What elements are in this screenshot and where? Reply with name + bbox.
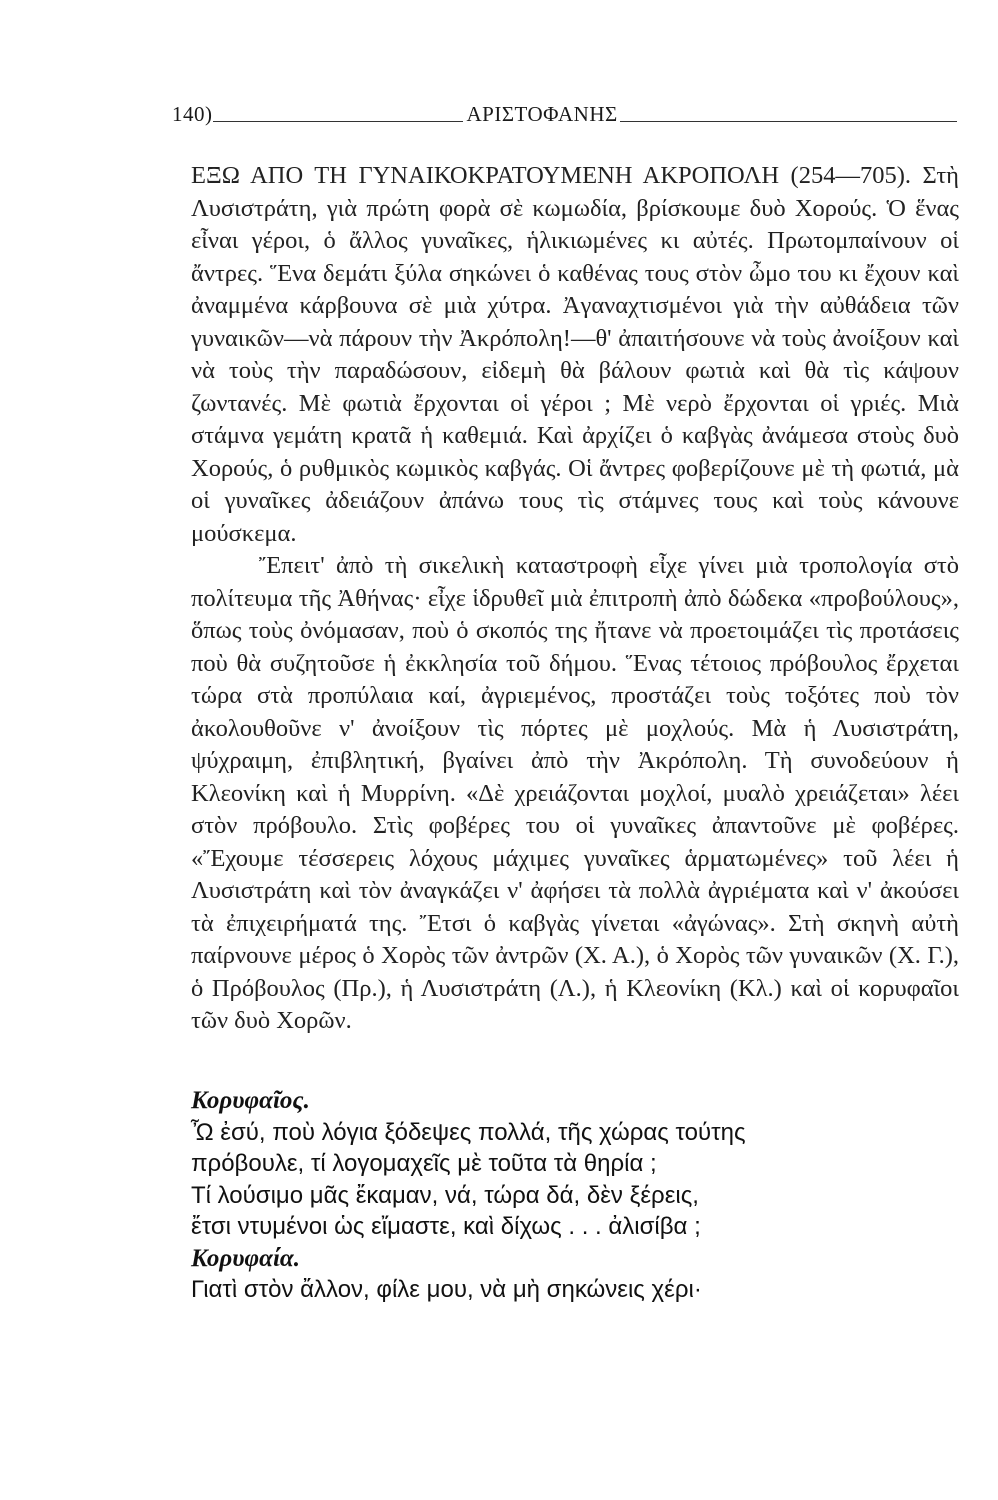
page-number: 140)	[172, 102, 213, 126]
running-head	[172, 103, 957, 127]
speaker-koryphaia: Κορυφαία.	[191, 1244, 301, 1272]
speaker-koryphaios: Κορυφαῖος.	[191, 1087, 310, 1114]
intro-paragraph-1: ΕΞΩ ΑΠΟ ΤΗ ΓΥΝΑΙΚΟΚΡΑΤΟΥΜΕΝΗ ΑΚΡΟΠΟΛΗ (254—705). Στὴ Λυσιστράτη, γιὰ πρώτη φορὰ σὲ κωμωδία, βρίσκουμε δυὸ Χορούς. Ὁ ἕνας εἶναι γέροι, ὁ ἄλλος γυναῖκες, ἡλικιωμένες κι αὐτές. Πρωτομπαίνουν οἱ ἄντρες. Ἕνα δεμάτι ξύλα σηκώνει ὁ καθένας τους στὸν ὦμο του κι ἔχουν καὶ ἀναμμένα κάρβουνα σὲ μιὰ χύτρα. Ἀγαναχτισμένοι γιὰ τὴν αὐθάδεια τῶν γυναικῶν—νὰ πάρουν τὴν Ἀκρόπολη!—θ' ἀπαιτήσουνε νὰ τοὺς ἀνοίξουν καὶ νὰ τοὺς τὴν παραδώσουν, εἰδεμὴ θὰ βάλουν φωτιὰ καὶ θὰ τὶς κάψουν ζωντανές. Μὲ φωτιὰ ἔρχονται οἱ γέροι ; Μὲ νερὸ ἔρχονται οἱ γριές. Μιὰ στάμνα γεμάτη κρατᾶ ἡ καθεμιά. Καὶ ἀρχίζει ὁ καβγὰς ἀνάμεσα στοὺς δυὸ Χορούς, ὁ ρυθμικὸς κωμικὸς καβγάς. Οἱ ἄντρες φοβερίζουνε μὲ τὴ φωτιά, μὰ οἱ γυναῖκες ἀδειάζουν ἀπάνω τους τὶς στάμνες τους καὶ τοὺς κάνουνε μούσκεμα.	[191, 162, 959, 547]
verse-line: Ὦ ἐσύ, ποὺ λόγια ξόδεψες πολλά, τῆς χώρας τούτης	[191, 1118, 746, 1146]
verse-line: Τί λούσιμο μᾶς ἔκαμαν, νά, τώρα δά, δὲν ξέρεις,	[191, 1181, 699, 1209]
running-title: ΑΡΙΣΤΟΦΑΝΗΣ	[466, 102, 618, 126]
verse-line: Γιατὶ στὸν ἄλλον, φίλε μου, νὰ μὴ σηκώνεις χέρι·	[191, 1276, 702, 1303]
header-rule-left	[213, 121, 463, 122]
header-rule-right	[620, 121, 957, 122]
verse-dialogue	[191, 1085, 959, 1306]
introduction-text	[191, 160, 959, 1038]
verse-line: πρόβουλε, τί λογομαχεῖς μὲ τοῦτα τὰ θηρία ;	[191, 1150, 657, 1177]
intro-paragraph-2: Ἔπειτ' ἀπὸ τὴ σικελικὴ καταστροφὴ εἶχε γίνει μιὰ τροπολογία στὸ πολίτευμα τῆς Ἀθήνας· εἶχε ἱδρυθεῖ μιὰ ἐπιτροπὴ ἀπὸ δώδεκα «προβούλους», ὅπως τοὺς ὀνόμασαν, ποὺ ὁ σκοπός της ἤτανε νὰ προετοιμάζει τὶς προτάσεις ποὺ θὰ συζητοῦσε ἡ ἐκκλησία τοῦ δήμου. Ἕνας τέτοιος πρόβουλος ἔρχεται τώρα στὰ προπύλαια καί, ἀγριεμένος, προστάζει τοὺς τοξότες ποὺ τὸν ἀκολουθοῦνε ν' ἀνοίξουν τὶς πόρτες μὲ μοχλούς. Μὰ ἡ Λυσιστράτη, ψύχραιμη, ἐπιβλητική, βγαίνει ἀπὸ τὴν Ἀκρόπολη. Τὴ συνοδεύουν ἡ Κλεονίκη καὶ ἡ Μυρρίνη. «Δὲ χρειάζονται μοχλοί, μυαλὸ χρειάζεται» λέει στὸν πρόβουλο. Στὶς φοβέρες του οἱ γυναῖκες ἀπαντοῦνε μὲ φοβέρες. «Ἔχουμε τέσσερεις λόχους μάχιμες γυναῖκες ἁρματωμένες» τοῦ λέει ἡ Λυσιστράτη καὶ τὸν ἀναγκάζει ν' ἀφήσει τὰ πολλὰ ἀγριέματα καὶ ν' ἀκούσει τὰ ἐπιχειρήματά της. Ἔτσι ὁ καβγὰς γίνεται «ἀγώνας». Στὴ σκηνὴ αὐτὴ παίρνουνε μέρος ὁ Χορὸς τῶν ἀντρῶν (Χ. Α.), ὁ Χορὸς τῶν γυναικῶν (Χ. Γ.), ὁ Πρόβουλος (Πρ.), ἡ Λυσιστράτη (Λ.), ἡ Κλεονίκη (Κλ.) καὶ οἱ κορυφαῖοι τῶν δυὸ Χορῶν.	[191, 552, 959, 1034]
verse-line: ἔτσι ντυμένοι ὡς εἴμαστε, καὶ δίχως . . . ἀλισίβα ;	[191, 1213, 701, 1240]
